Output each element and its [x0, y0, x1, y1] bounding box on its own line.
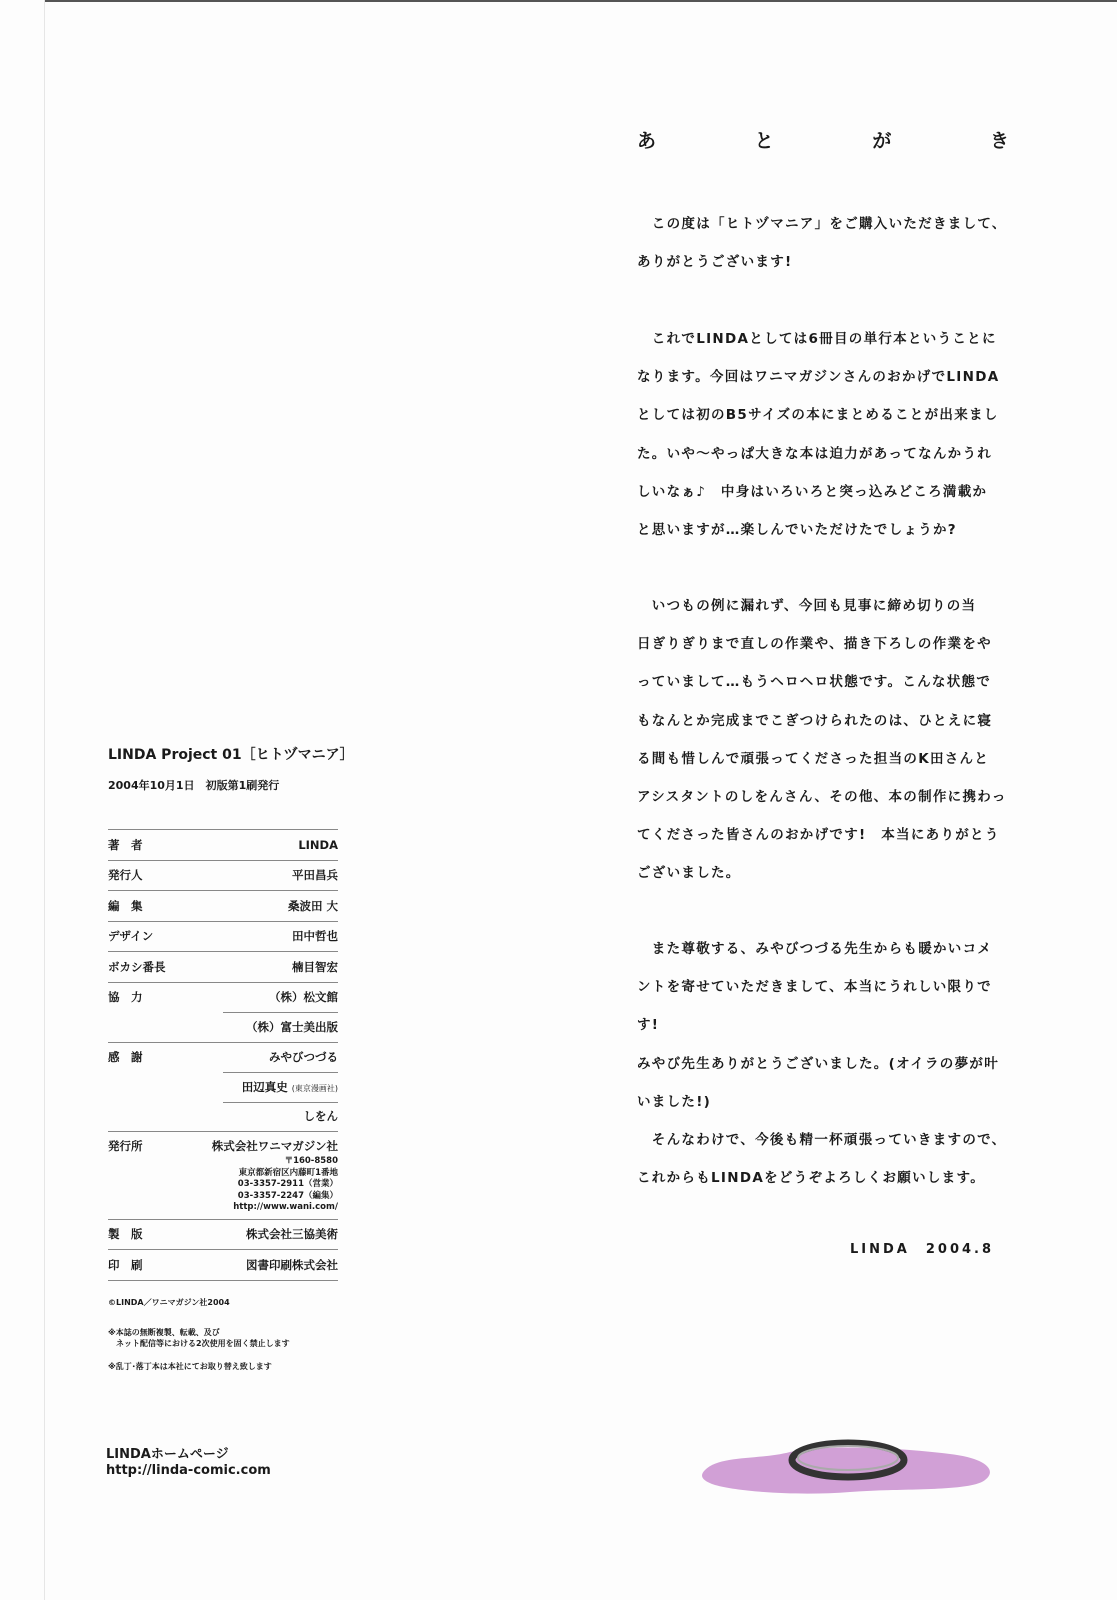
colophon-row — [108, 951, 338, 982]
ring-illustration — [700, 1430, 1000, 1500]
colophon-row — [108, 921, 338, 952]
paragraph-line: これでLINDAとしては6冊目の単行本ということに — [637, 331, 997, 347]
homepage-url[interactable]: http://linda-comic.com — [106, 1463, 271, 1478]
row-value: 図書印刷株式会社 — [246, 1257, 338, 1272]
colophon-row — [108, 1012, 338, 1042]
row-value: 株式会社三協美術 — [246, 1227, 338, 1242]
paragraph-line: しいなぁ♪ 中身はいろいろと突っ込みどころ満載か — [637, 483, 988, 500]
title-char: き — [989, 130, 1009, 152]
paragraph-line: と思いますが…楽しんでいただけたでしょうか? — [637, 522, 957, 539]
homepage-label: LINDAホームページ — [106, 1447, 229, 1462]
row-value: （株）富士美出版 — [246, 1019, 338, 1034]
paragraph-line: る間も惜しんで頑張ってくださった担当のK田さんと — [637, 750, 990, 767]
row-value: 桑波田 大 — [287, 898, 338, 913]
afterword-paragraph — [637, 587, 1012, 893]
paragraph-line: ントを寄せていただきまして、本当にうれしい限りです! — [637, 979, 992, 1034]
row-label: 発行人 — [108, 868, 143, 883]
paragraph-line: みやび先生ありがとうございました。(オイラの夢が叶 — [637, 1055, 999, 1072]
row-value: みやびつづる — [269, 1050, 338, 1065]
address-line: 〒160-8580 — [284, 1156, 338, 1166]
notice-reproduction — [108, 1327, 290, 1349]
title-char: と — [754, 130, 774, 152]
paragraph-line: ございました。 — [637, 865, 741, 882]
row-label: 発行所 — [108, 1139, 143, 1153]
notice-defect: ※乱丁･落丁本は本社にてお取り替え致します — [108, 1362, 272, 1371]
paragraph-line: っていまして…もうヘロヘロ状態です。こんな状態で — [637, 674, 992, 691]
address-line: 03-3357-2247（編集） — [237, 1190, 338, 1201]
page-edge — [44, 0, 45, 1600]
afterword-paragraph — [637, 205, 1012, 281]
row-value: 田中哲也 — [292, 929, 338, 944]
colophon-row — [108, 890, 338, 921]
afterword-paragraph — [637, 320, 1012, 549]
paragraph-line: そんなわけで、今後も精一杯頑張っていきますので、 — [637, 1132, 1007, 1148]
colophon-row — [108, 1072, 338, 1102]
colophon-row — [108, 982, 338, 1013]
book-title: LINDA Project 01［ヒトヅマニア］ — [108, 747, 354, 763]
paragraph-line: アシスタントのしをんさん、その他、本の制作に携わっ — [637, 789, 1007, 806]
row-label: 編 集 — [108, 898, 143, 913]
row-value: （株）松文館 — [269, 990, 338, 1005]
title-char: あ — [637, 130, 657, 152]
row-label: 協 力 — [108, 990, 143, 1005]
paragraph-line: てくださった皆さんのおかげです! 本当にありがとう — [637, 827, 1000, 844]
top-border — [44, 0, 1117, 2]
publisher-block — [108, 1131, 338, 1219]
publication-date: 2004年10月1日 初版第1刷発行 — [108, 779, 280, 792]
paragraph-line: いつもの例に漏れず、今回も見事に締め切りの当 — [637, 598, 977, 614]
paragraph-line: また尊敬する、みやびつづる先生からも暖かいコメ — [637, 941, 993, 957]
title-char: が — [872, 130, 892, 152]
row-value: LINDA — [298, 837, 338, 852]
copyright: ©LINDA／ワニマガジン社2004 — [108, 1298, 230, 1307]
colophon-row — [108, 829, 338, 860]
afterword-paragraph — [637, 1121, 1012, 1197]
paragraph-line: もなんとか完成までこぎつけられたのは、ひとえに寝 — [637, 712, 993, 729]
row-value: 平田昌兵 — [292, 868, 338, 883]
row-label: 感 謝 — [108, 1050, 143, 1065]
colophon-row — [108, 1249, 338, 1280]
homepage — [106, 1447, 271, 1479]
colophon-row — [108, 1042, 338, 1073]
colophon-row — [108, 1219, 338, 1250]
address-line: http://www.wani.com/ — [233, 1202, 338, 1212]
paragraph-line: これからもLINDAをどうぞよろしくお願いします。 — [637, 1170, 985, 1187]
paragraph-line: この度は「ヒトヅマニア」をご購入いただきまして、 — [637, 216, 1007, 232]
paragraph-line: としては初のB5サイズの本にまとめることが出来まし — [637, 407, 999, 424]
notice-line: ネット配信等における2次使用を固く禁止します — [108, 1339, 290, 1348]
paragraph-line: 日ぎりぎりまで直しの作業や、描き下ろしの作業をや — [637, 636, 992, 653]
paragraph-line: いました!) — [637, 1093, 712, 1110]
row-label: 製 版 — [108, 1227, 143, 1242]
colophon-row — [108, 860, 338, 891]
afterword-title — [637, 126, 1009, 153]
colophon-row — [108, 1102, 338, 1132]
paragraph-line: なります。今回はワニマガジンさんのおかげでLINDA — [637, 369, 1000, 386]
notice-line: ※本誌の無断複製、転載、及び — [108, 1328, 220, 1337]
afterword-paragraph — [637, 930, 1012, 1121]
signature: LINDA 2004.8 — [850, 1242, 995, 1257]
row-value: しをん — [303, 1109, 338, 1124]
paragraph-line: ありがとうございます! — [637, 254, 793, 271]
colophon-table — [108, 829, 338, 1282]
paragraph-line: た。いや～やっぱ大きな本は迫力があってなんかうれ — [637, 445, 993, 462]
row-value: 田辺真史 (東京漫画社) — [241, 1079, 338, 1094]
address-line: 東京都新宿区内藤町1番地 — [238, 1167, 338, 1178]
publisher-name: 株式会社ワニマガジン社 — [211, 1139, 338, 1153]
row-label: 印 刷 — [108, 1257, 143, 1272]
row-value: 楠目智宏 — [292, 959, 338, 974]
row-label: デザイン — [108, 929, 154, 944]
address-line: 03-3357-2911（営業） — [237, 1179, 338, 1189]
row-label: ボカシ番長 — [108, 959, 166, 974]
row-label: 著 者 — [108, 837, 143, 852]
divider — [108, 1280, 338, 1282]
